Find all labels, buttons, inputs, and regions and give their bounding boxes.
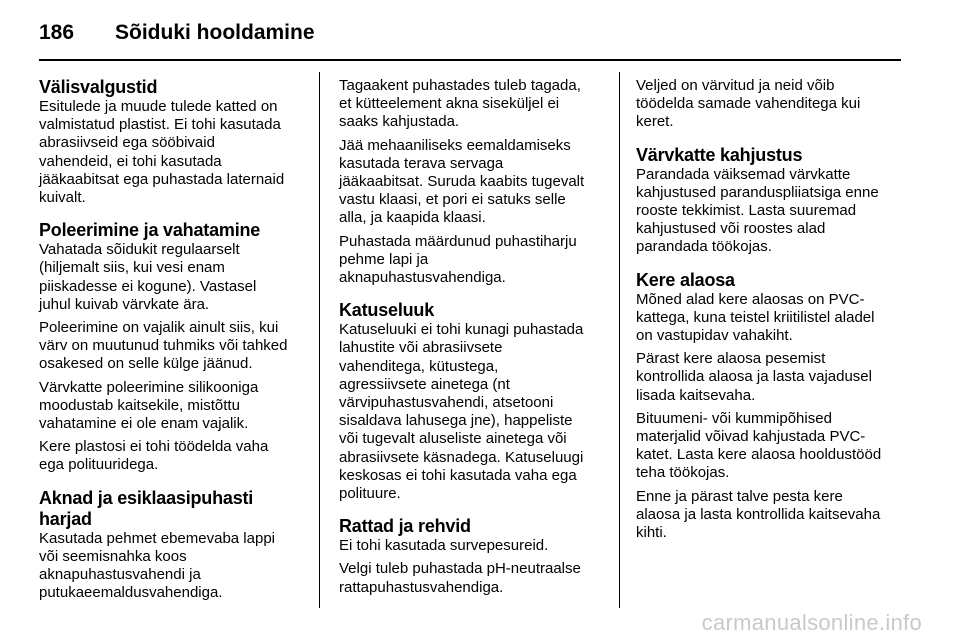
- page-number: 186: [39, 21, 75, 44]
- column-divider: [619, 72, 620, 608]
- page-header: [39, 18, 315, 48]
- header-rule: [39, 59, 901, 61]
- section-heading: Poleerimine ja vahatamine: [39, 220, 261, 241]
- paragraph: Vahatada sõidukit regulaarselt (hiljemalt siis, kui vesi enam piiskadesse ei kogune). Vastasel juhul kuivab värvkate ära.: [39, 241, 257, 313]
- paragraph: Parandada väiksemad värvkatte kahjustused paranduspliiatsiga enne rooste tekkimist. Lasta suuremad kahjustused või roostes alad parandada töökojas.: [636, 165, 879, 256]
- column-divider: [319, 72, 320, 608]
- text-column-1: [39, 77, 307, 607]
- paragraph: Kasutada pehmet ebemevaba lappi või seemisnahka koos aknapuhastusvahendi ja putukaeemaldusvahendiga.: [39, 529, 276, 602]
- watermark: carmanualsonline.info: [701, 610, 922, 635]
- paragraph: Kere plastosi ei tohi töödelda vaha ega polituuridega.: [39, 438, 269, 474]
- paragraph: Velgi tuleb puhastada pH-neutraalse rattapuhastusvahendiga.: [339, 560, 581, 596]
- section-heading: Värvkatte kahjustus: [636, 144, 803, 165]
- paragraph: Värvkatte poleerimine silikooniga moodustab kaitsekile, mistõttu vahatamine ei ole enam vajalik.: [39, 378, 259, 433]
- paragraph: Tagaakent puhastades tuleb tagada, et kütteelement akna siseküljel ei saaks kahjustada.: [339, 77, 581, 131]
- section-heading: Välisvalgustid: [39, 77, 158, 97]
- paragraph: Mõned alad kere alaosas on PVC- kattega, kuna teistel kriitilistel aladel on vastupidav vahakiht.: [636, 290, 875, 345]
- paragraph: Jää mehaaniliseks eemaldamiseks kasutada terava servaga jääkaabitsat. Suruda kaabits tugevalt vastu klaasi, et pori ei satuks selle alla, ja kaapida klaasi.: [339, 136, 585, 227]
- section-heading: Kere alaosa: [636, 269, 735, 290]
- section-heading: Katuseluuk: [339, 300, 435, 321]
- chapter-title: Sõiduki hooldamine: [115, 21, 315, 44]
- section-heading: Aknad ja esiklaasipuhasti harjad: [39, 487, 254, 529]
- paragraph: Ei tohi kasutada survepesureid.: [339, 537, 549, 555]
- paragraph: Puhastada määrdunud puhastiharju pehme lapi ja aknapuhastusvahendiga.: [339, 232, 577, 287]
- section-heading: Rattad ja rehvid: [339, 516, 471, 537]
- paragraph: Pärast kere alaosa pesemist kontrollida alaosa ja lasta vajadusel lisada kaitsevaha.: [636, 350, 872, 404]
- text-column-2: [339, 77, 607, 602]
- paragraph: Enne ja pärast talve pesta kere alaosa ja lasta kontrollida kaitsevaha kihti.: [636, 487, 881, 542]
- paragraph: Katuseluuki ei tohi kunagi puhastada lahustite või abrasiivsete vahenditega, kütustega, agressiivsete ainetega (nt värvipuhastusvahendi, atsetooni sisaldava lahusega jne), happeliste või tugevalt aluseliste ainetega või abrasiivsete käsnadega. Katuseluugi keskosas ei tohi kasutada vaha ega polituure.: [339, 321, 584, 503]
- paragraph: Bituumeni- või kummipõhised materjalid võivad kahjustada PVC- katet. Lasta kere alaosa hooldustööd teha töökojas.: [636, 409, 882, 482]
- paragraph: Veljed on värvitud ja neid võib töödelda samade vahenditega kui keret.: [636, 77, 861, 131]
- text-column-3: [636, 77, 904, 547]
- paragraph: Poleerimine on vajalik ainult siis, kui värv on muutunud tuhmiks või tahked osakesed on selle külge jäänud.: [39, 319, 288, 373]
- paragraph: Esitulede ja muude tulede katted on valmistatud plastist. Ei tohi kasutada abrasiivseid ega sööbivaid vahendeid, ei tohi kasutada jääkaabitsat ega puhastada laternaid kuivalt.: [39, 98, 285, 207]
